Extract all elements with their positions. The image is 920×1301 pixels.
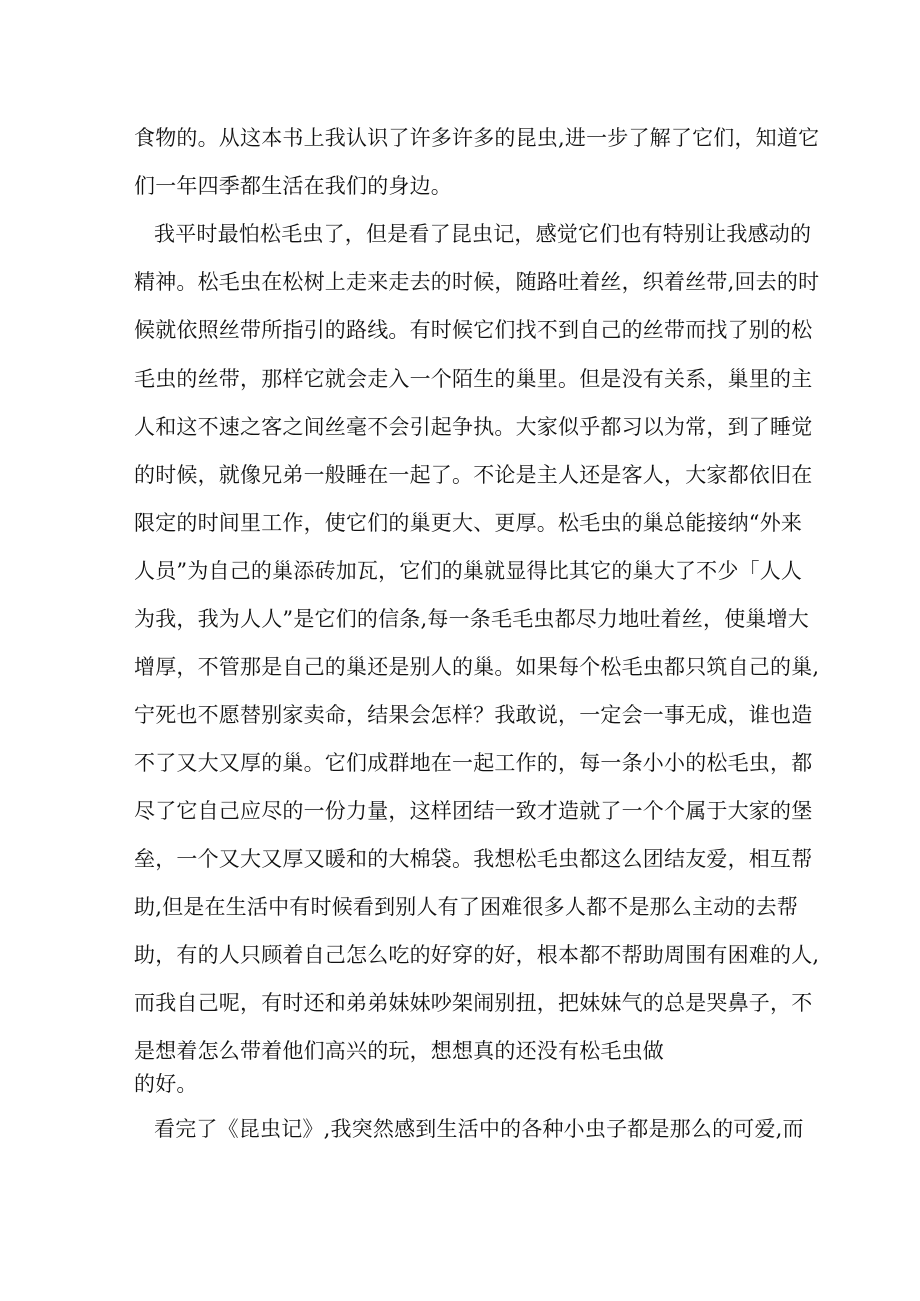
text-line: 们一年四季都生活在我们的身边。 [134,174,452,198]
text-line: 尽了它自己应尽的一份力量，这样团结一致才造就了一个个属于大家的堡 [134,799,813,823]
text-line: 的时候，就像兄弟一般睡在一起了。不论是主人还是客人，大家都依旧在 [134,463,813,487]
text-line: 是想着怎么带着他们高兴的玩，想想真的还没有松毛虫做 [134,1039,664,1063]
text-line: 而我自己呢，有时还和弟弟妹妹吵架闹别扭，把妹妹气的总是哭鼻子，不 [134,991,813,1015]
text-line: 食物的。从这本书上我认识了许多许多的昆虫,进一步了解了它们，知道它 [134,126,820,150]
text-line: 为我，我为人人”是它们的信条,每一条毛毛虫都尽力地吐着丝，使巢增大 [134,607,810,631]
text-line: 人员”为自己的巢添砖加瓦，它们的巢就显得比其它的巢大了不少「人人 [134,559,803,583]
text-line: 宁死也不愿替别家卖命，结果会怎样？我敢说，一定会一事无成，谁也造 [134,703,813,727]
text-line: 助，有的人只顾着自己怎么吃的好穿的好，根本都不帮助周围有困难的人, [134,943,820,967]
text-line: 人和这不速之客之间丝毫不会引起争执。大家似乎都习以为常，到了睡觉 [134,415,813,439]
text-line: 毛虫的丝带，那样它就会走入一个陌生的巢里。但是没有关系，巢里的主 [134,367,813,391]
text-line: 增厚，不管那是自己的巢还是别人的巢。如果每个松毛虫都只筑自己的巢, [134,655,820,679]
text-line: 候就依照丝带所指引的路线。有时候它们找不到自己的丝带而找了别的松 [134,318,813,342]
text-line: 看完了《昆虫记》,我突然感到生活中的各种小虫子都是那么的可爱,而 [154,1117,804,1141]
text-line: 我平时最怕松毛虫了，但是看了昆虫记，感觉它们也有特别让我感动的 [154,222,812,246]
text-line: 精神。松毛虫在松树上走来走去的时候，随路吐着丝，织着丝带,回去的时 [134,270,820,294]
text-line: 助,但是在生活中有时候看到别人有了困难很多人都不是那么主动的去帮 [134,895,799,919]
text-line: 不了又大又厚的巢。它们成群地在一起工作的，每一条小小的松毛虫，都 [134,751,813,775]
text-line: 的好。 [134,1072,198,1096]
text-line: 垒，一个又大又厚又暖和的大棉袋。我想松毛虫都这么团结友爱，相互帮 [134,847,813,871]
text-line: 限定的时间里工作，使它们的巢更大、更厚。松毛虫的巢总能接纳“外来 [134,511,803,535]
